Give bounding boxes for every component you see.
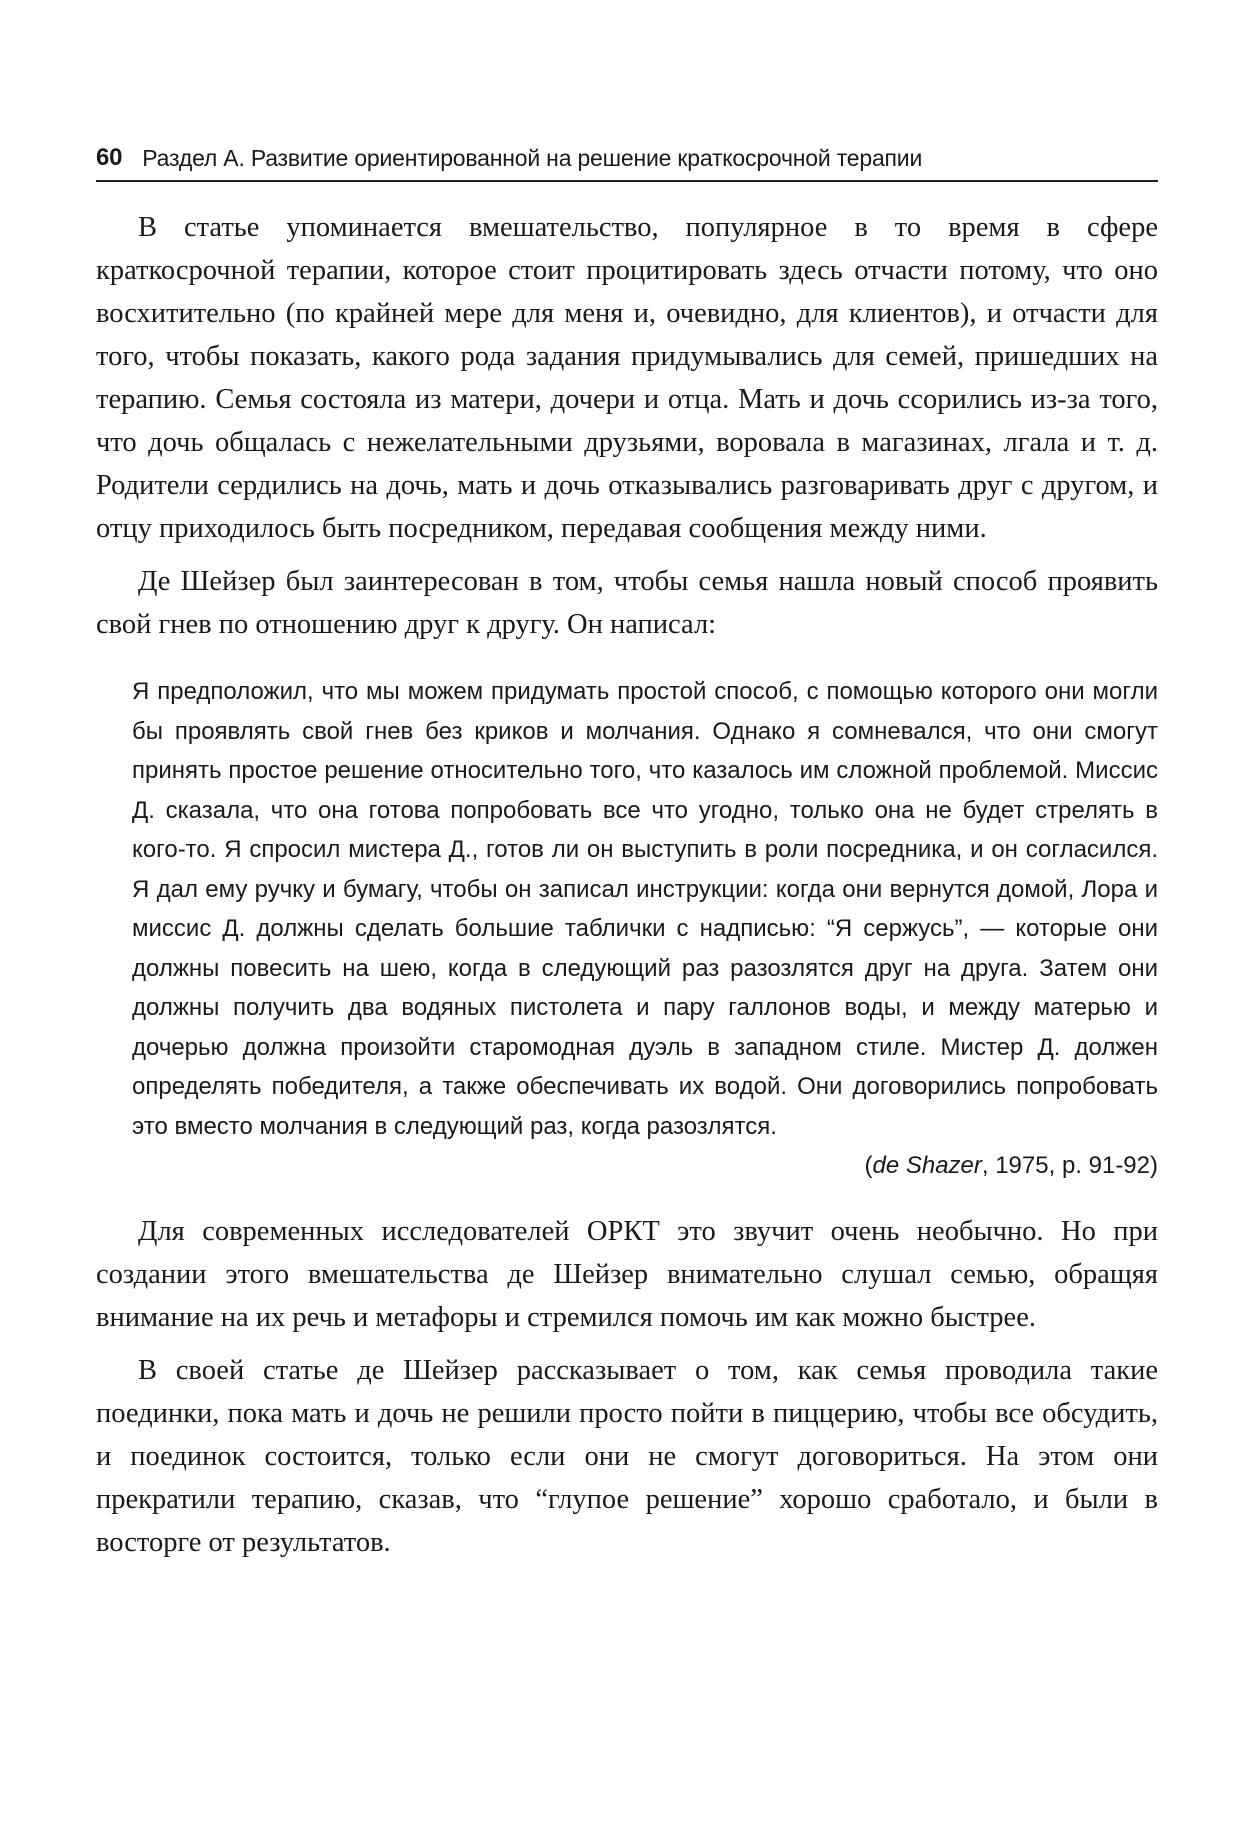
citation-open: ( — [864, 1152, 873, 1179]
citation-author: de Shazer — [872, 1152, 982, 1179]
citation-rest: , 1975, p. 91-92) — [981, 1152, 1158, 1179]
paragraph-1: В статье упоминается вмешательство, популярное в то время в сфере краткосрочной терапии, которое стоит процитировать здесь отчасти потому, что оно восхитительно (по крайней мере для меня и, очевидно, для клиентов), и отчасти для того, чтобы показать, какого рода задания придумывались для семей, пришедших на терапию. Семья состояла из матери, дочери и отца. Мать и дочь ссорились из-за того, что дочь общалась с нежелательными друзьями, воровала в магазинах, лгала и т. д. Родители сердились на дочь, мать и дочь отказывались разговаривать друг с другом, и отцу приходилось быть посредником, передавая сообщения между ними. — [96, 212, 1158, 544]
running-title: Раздел А. Развитие ориентированной на решение краткосрочной терапии — [142, 145, 923, 171]
paragraph-3: Для современных исследователей ОРКТ это звучит очень необычно. Но при создании этого вмешательства де Шейзер внимательно слушал семью, обращяя внимание на их речь и метафоры и стремился помочь им как можно быстрее. — [96, 1216, 1158, 1333]
paragraph-4: В своей статье де Шейзер рассказывает о том, как семья проводила такие поединки, пока мать и дочь не решили просто пойти в пиццерию, чтобы все обсудить, и поединок состоится, только если они не смогут договориться. На этом они прекратили терапию, сказав, что “глупое решение” хорошо сработало, и были в восторге от результатов. — [96, 1355, 1158, 1558]
paragraph-2: Де Шейзер был заинтересован в том, чтобы семья нашла новый способ проявить свой гнев по отношению друг к другу. Он написал: — [96, 566, 1158, 640]
running-header — [96, 134, 1158, 182]
page-body — [96, 206, 1158, 1564]
block-quote: Я предположил, что мы можем придумать простой способ, с помощью которого они могли бы проявлять свой гнев без криков и молчания. Однако я сомневался, что они смогут принять простое решение относительно того, что казалось им сложной проблемой. Миссис Д. сказала, что она готова попробовать все что угодно, только она не будет стрелять в кого-то. Я спросил мистера Д., готов ли он выступить в роли посредника, и он согласился. Я дал ему ручку и бумагу, чтобы он записал инструкции: когда они вернутся домой, Лора и миссис Д. должны сделать большие таблички с надписью: “Я сержусь”, — которые они должны повесить на шею, когда в следующий раз разозлятся друг на друга. Затем они должны получить два водяных пистолета и пару галлонов воды, и между матерью и дочерью должна произойти старомодная дуэль в западном стиле. Мистер Д. должен определять победителя, а также обеспечивать их водой. Они договорились попробовать это вместо молчания в следующий раз, когда разозлятся. — [132, 678, 1158, 1140]
page-number: 60 — [96, 144, 123, 171]
quote-citation — [96, 1152, 1158, 1180]
